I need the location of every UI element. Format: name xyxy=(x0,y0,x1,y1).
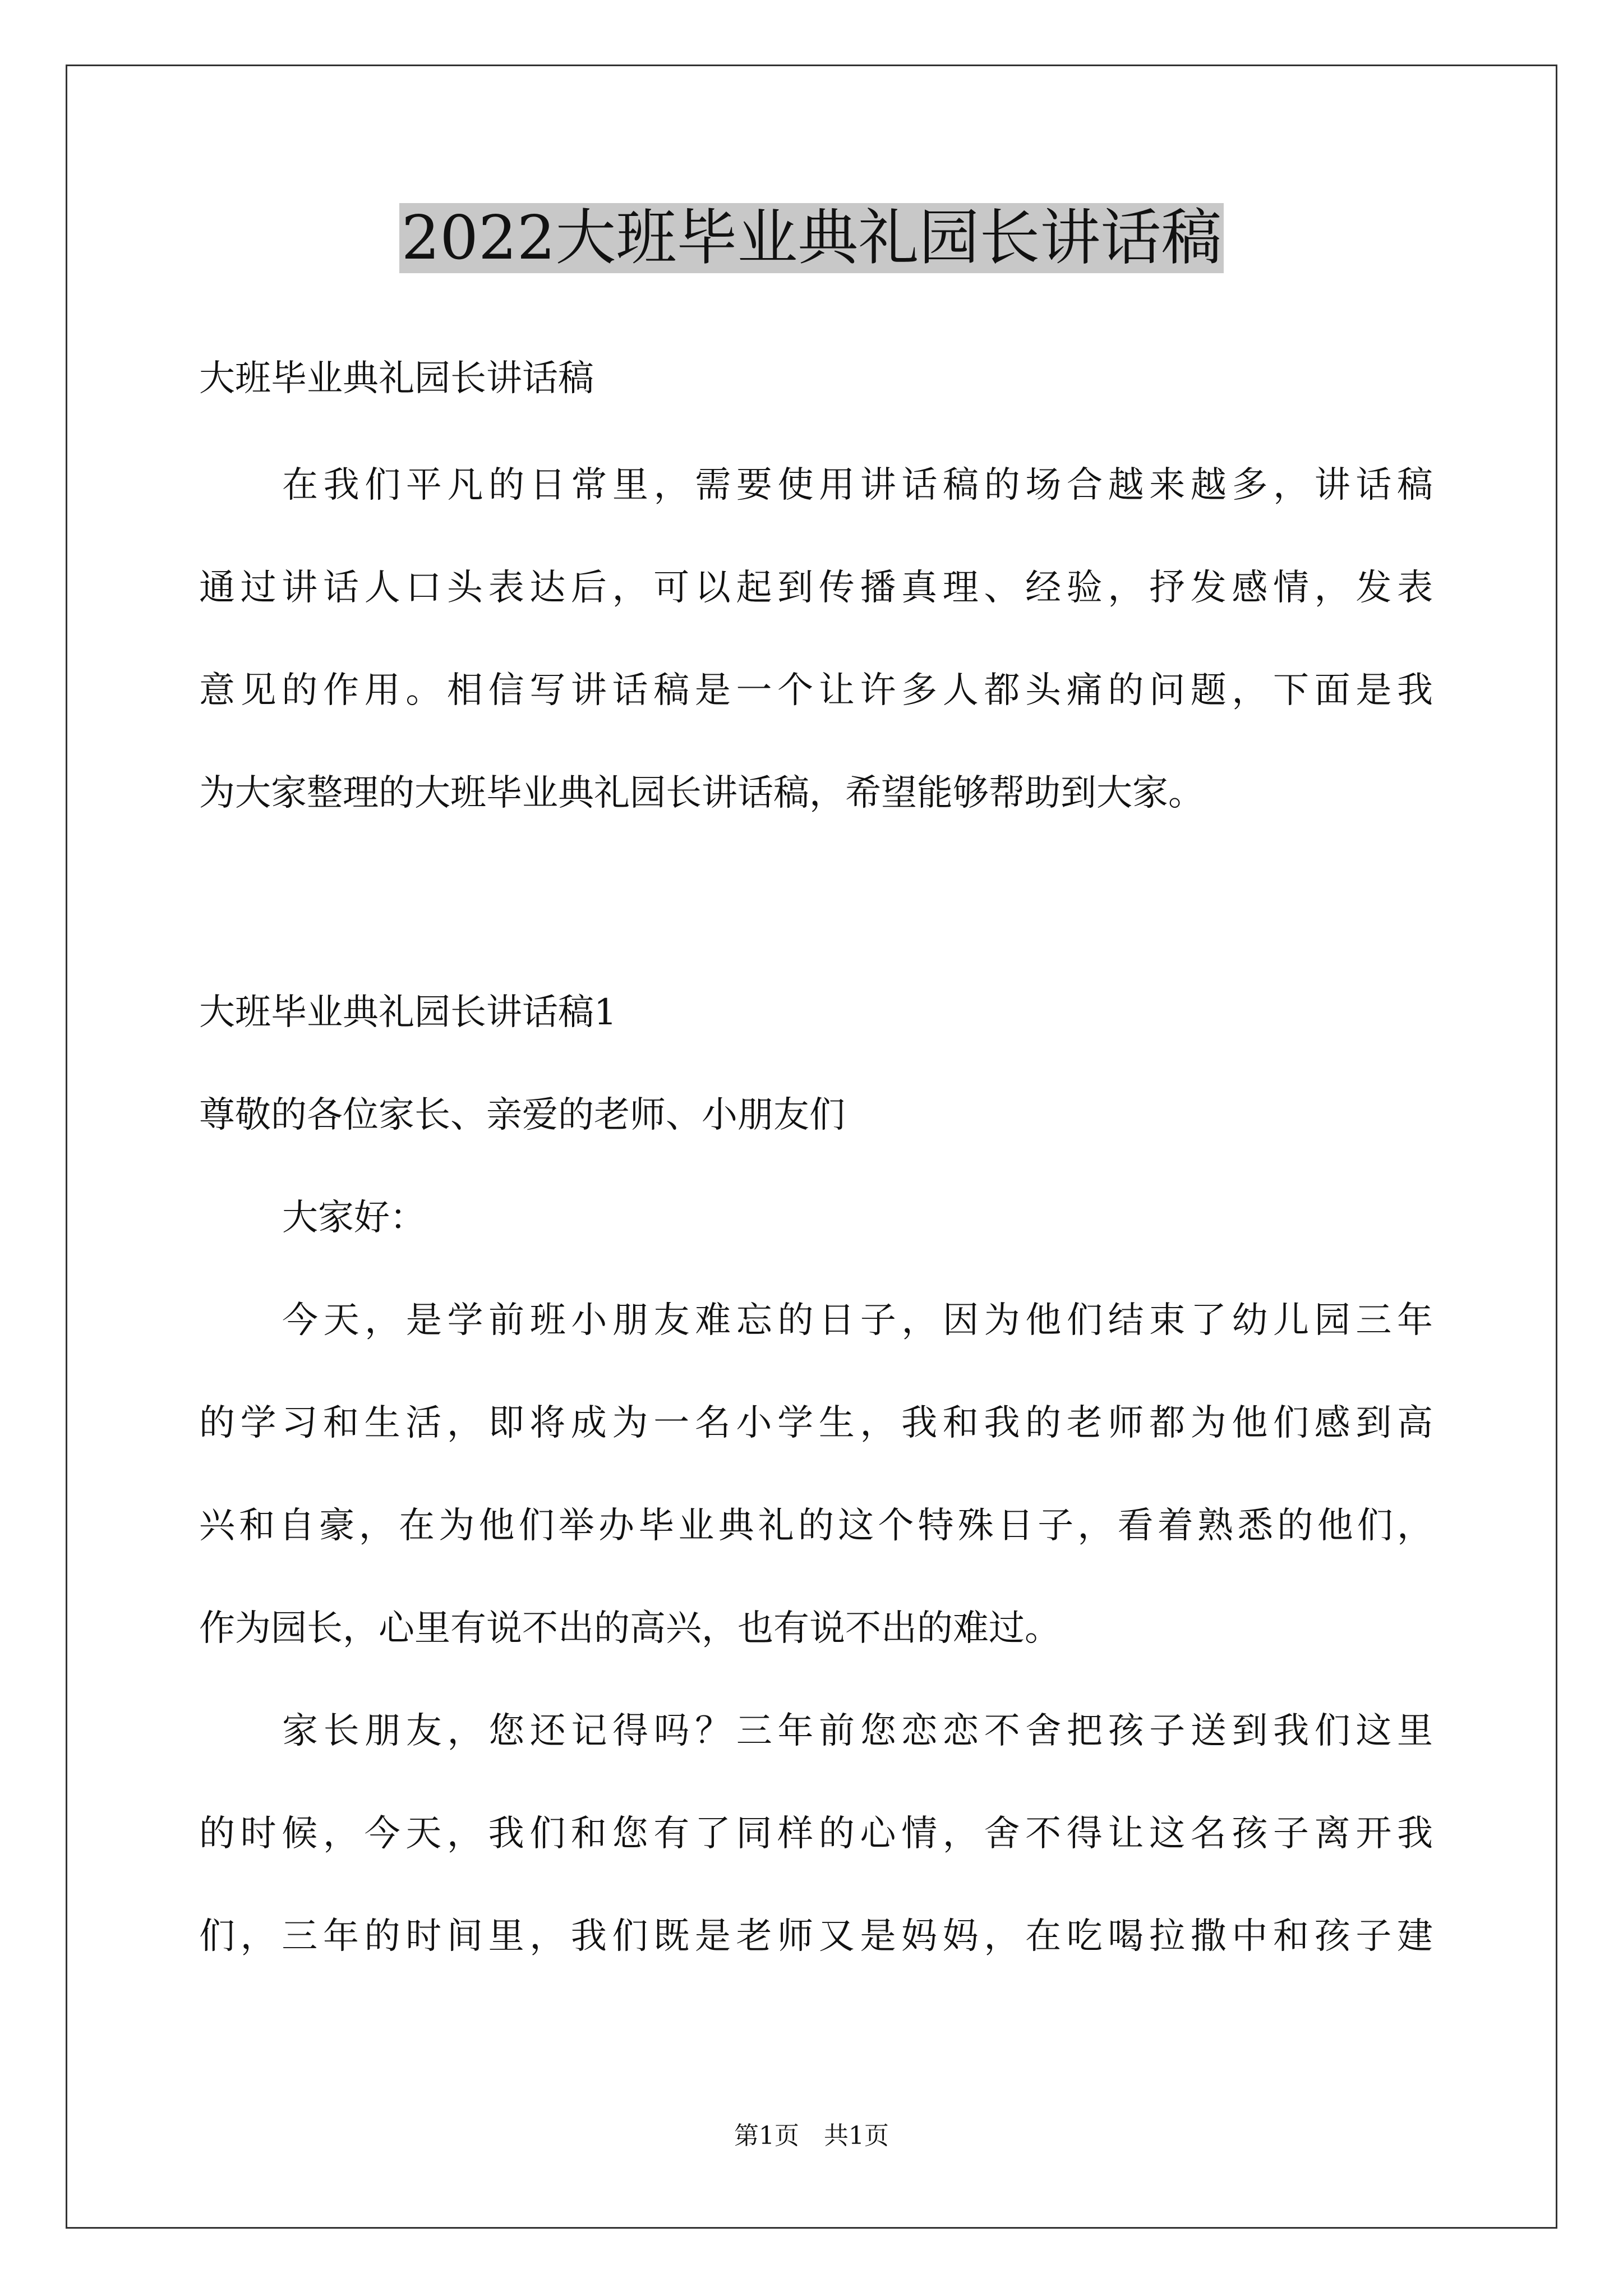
paragraph-line: 们，三年的时间里，我们既是老师又是妈妈，在吃喝拉撒中和孩子建 xyxy=(199,1916,1433,1957)
salutation: 尊敬的各位家长、亲爱的老师、小朋友们 xyxy=(199,1094,845,1136)
paragraph-line: 的学习和生活，即将成为一名小学生，我和我的老师都为他们感到高 xyxy=(199,1402,1433,1444)
page-footer: 第1页 共1页 xyxy=(734,2122,889,2150)
intro-line: 意见的作用。相信写讲话稿是一个让许多人都头痛的问题，下面是我 xyxy=(199,670,1433,711)
subtitle: 大班毕业典礼园长讲话稿 xyxy=(199,358,594,399)
section-heading: 大班毕业典礼园长讲话稿1 xyxy=(199,992,617,1033)
paragraph-line: 家长朋友，您还记得吗？三年前您恋恋不舍把孩子送到我们这里 xyxy=(282,1710,1433,1752)
paragraph-line: 兴和自豪，在为他们举办毕业典礼的这个特殊日子，看着熟悉的他们， xyxy=(199,1505,1433,1547)
greeting: 大家好： xyxy=(282,1197,426,1239)
paragraph-line: 今天，是学前班小朋友难忘的日子，因为他们结束了幼儿园三年 xyxy=(282,1300,1433,1341)
paragraph-line: 的时候，今天，我们和您有了同样的心情，舍不得让这名孩子离开我 xyxy=(199,1813,1433,1855)
document-title-text: 2022大班毕业典礼园长讲话稿 xyxy=(399,203,1224,273)
paragraph-line: 作为园长，心里有说不出的高兴，也有说不出的难过。 xyxy=(199,1608,1061,1649)
intro-line: 在我们平凡的日常里，需要使用讲话稿的场合越来越多，讲话稿 xyxy=(282,464,1433,506)
intro-line: 通过讲话人口头表达后，可以起到传播真理、经验，抒发感情，发表 xyxy=(199,567,1433,609)
document-title xyxy=(0,196,1623,280)
intro-line: 为大家整理的大班毕业典礼园长讲话稿，希望能够帮助到大家。 xyxy=(199,772,1204,814)
